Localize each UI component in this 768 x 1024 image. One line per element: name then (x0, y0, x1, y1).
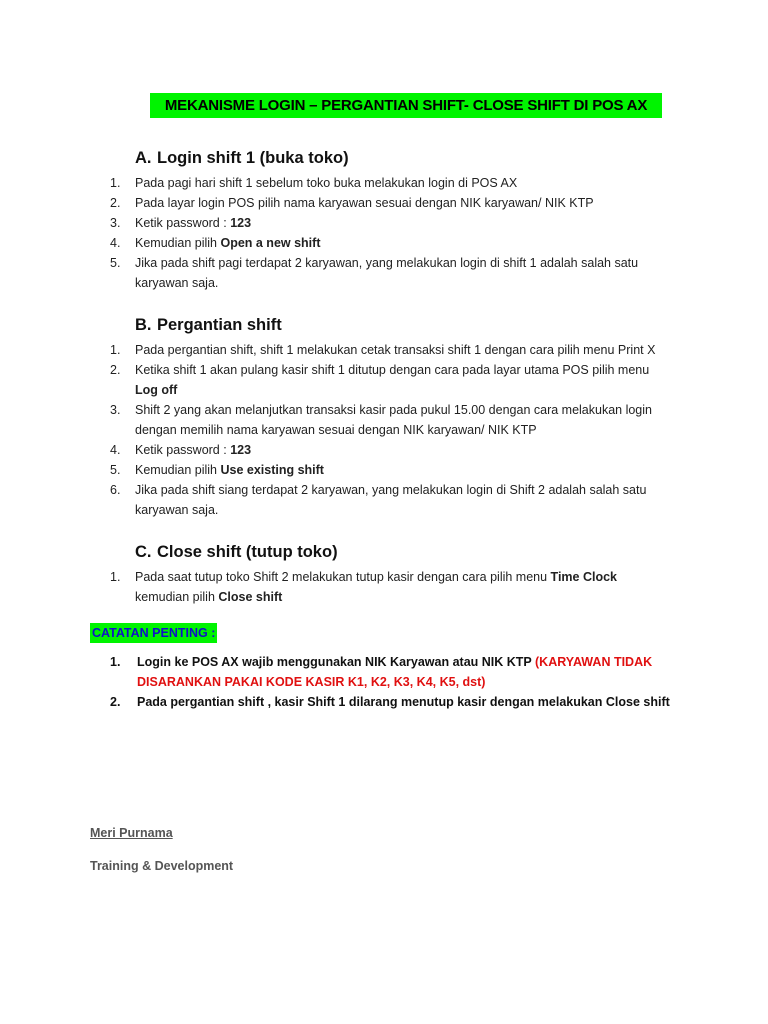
item-number: 3. (110, 216, 121, 230)
item-bold-text: 123 (230, 216, 252, 230)
list-item (110, 480, 670, 520)
section-b-letter: B. (135, 316, 152, 334)
section-b-heading (135, 316, 282, 335)
section-c-letter: C. (135, 543, 152, 561)
item-text: Ketik password : (135, 443, 231, 457)
list-item (110, 233, 670, 253)
item-number: 3. (110, 403, 121, 417)
item-number: 4. (110, 443, 121, 457)
item-text: kemudian pilih (135, 590, 219, 604)
section-b-title: Pergantian shift (157, 316, 282, 334)
item-text: Login ke POS AX wajib menggunakan NIK Karyawan atau NIK KTP (137, 655, 535, 669)
item-bold-text: 123 (230, 443, 252, 457)
item-text: Kemudian pilih (135, 236, 221, 250)
item-text: Pada saat tutup toko Shift 2 melakukan tutup kasir dengan cara pilih menu (135, 570, 551, 584)
item-number: 6. (110, 483, 121, 497)
item-text: Pada pergantian shift , kasir Shift 1 dilarang menutup kasir dengan melakukan Close shift (137, 695, 670, 709)
item-number: 5. (110, 256, 121, 270)
section-c-list (110, 567, 670, 607)
item-bold-text: Use existing shift (220, 463, 324, 477)
item-bold-text: Time Clock (550, 570, 618, 584)
author-name: Meri Purnama (90, 826, 173, 840)
item-bold-text: Open a new shift (220, 236, 321, 250)
item-number: 4. (110, 236, 121, 250)
item-bold-text: Log off (135, 383, 178, 397)
catatan-list (110, 652, 690, 712)
list-item (110, 460, 670, 480)
list-item (110, 440, 670, 460)
item-number: 2. (110, 196, 121, 210)
department-name: Training & Development (90, 859, 234, 873)
item-number: 2. (110, 695, 121, 709)
list-item (110, 173, 670, 193)
catatan-penting-label: CATATAN PENTING : (90, 623, 217, 643)
item-number: 5. (110, 463, 121, 477)
item-number: 1. (110, 655, 121, 669)
section-c-heading (135, 543, 338, 562)
section-c-title: Close shift (tutup toko) (157, 543, 338, 561)
item-number: 2. (110, 363, 121, 377)
item-text: Ketik password : (135, 216, 231, 230)
list-item (110, 193, 670, 213)
list-item (110, 213, 670, 233)
section-a-title: Login shift 1 (buka toko) (157, 149, 349, 167)
item-number: 1. (110, 176, 121, 190)
section-b-list (110, 340, 670, 520)
section-a-letter: A. (135, 149, 152, 167)
item-bold-text: Close shift (218, 590, 283, 604)
document-title: MEKANISME LOGIN – PERGANTIAN SHIFT- CLOSE SHIFT DI POS AX (150, 93, 662, 118)
item-number: 1. (110, 343, 121, 357)
item-text: Jika pada shift pagi terdapat 2 karyawan, yang melakukan login di shift 1 adalah salah satu karyawan saja. (135, 256, 639, 290)
item-text: Pada layar login POS pilih nama karyawan sesuai dengan NIK karyawan/ NIK KTP (135, 196, 594, 210)
item-text: Ketika shift 1 akan pulang kasir shift 1 ditutup dengan cara pada layar utama POS pilih menu (135, 363, 650, 377)
list-item (110, 253, 670, 293)
list-item (110, 400, 670, 440)
list-item (110, 652, 690, 692)
item-number: 1. (110, 570, 121, 584)
list-item (110, 692, 690, 712)
item-text: Jika pada shift siang terdapat 2 karyawan, yang melakukan login di Shift 2 adalah salah satu karyawan saja. (135, 483, 647, 517)
section-a-heading (135, 149, 349, 168)
list-item (110, 340, 670, 360)
item-text: Pada pergantian shift, shift 1 melakukan cetak transaksi shift 1 dengan cara pilih menu Print X (135, 343, 656, 357)
section-a-list (110, 173, 670, 293)
item-text: Kemudian pilih (135, 463, 221, 477)
list-item (110, 360, 670, 400)
item-text: Pada pagi hari shift 1 sebelum toko buka melakukan login di POS AX (135, 176, 518, 190)
list-item (110, 567, 670, 607)
warning-text: (KARYAWAN TIDAK DISARANKAN PAKAI KODE KASIR K1, K2, K3, K4, K5, dst) (137, 655, 653, 689)
item-text: Shift 2 yang akan melanjutkan transaksi kasir pada pukul 15.00 dengan cara melakukan login dengan memilih nama karyawan sesuai dengan NIK karyawan/ NIK KTP (135, 403, 652, 437)
